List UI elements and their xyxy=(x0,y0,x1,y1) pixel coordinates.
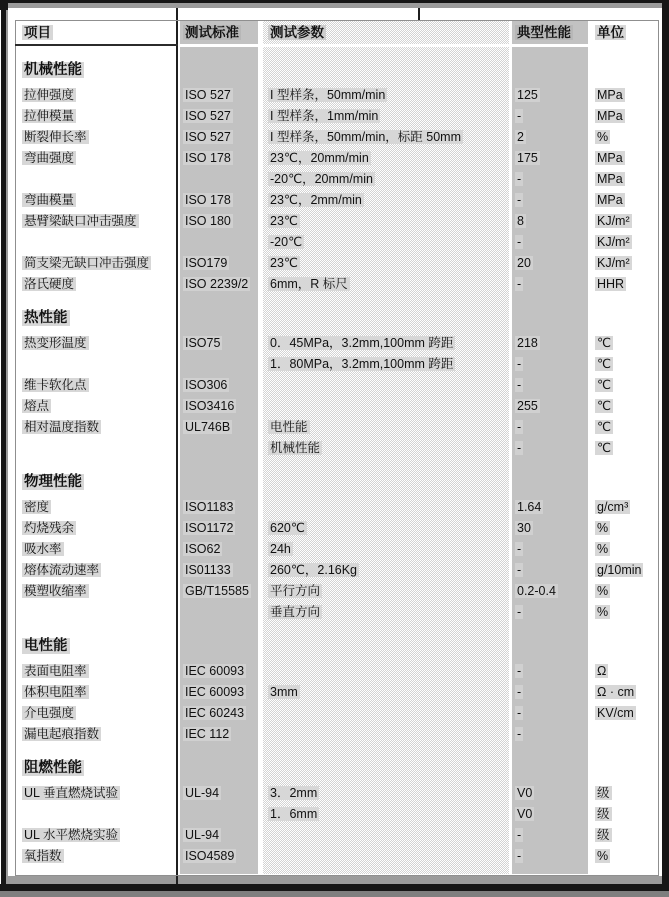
cell-c1 xyxy=(15,438,180,459)
cell-c2: IEC 60093 xyxy=(185,664,245,678)
section-title: 热性能 xyxy=(24,310,68,326)
cell-c2: ISO306 xyxy=(185,378,228,392)
cell-c1: 介电强度 xyxy=(24,706,75,720)
cell-c2: ISO 178 xyxy=(185,193,231,207)
cell-c4: - xyxy=(517,441,522,455)
cell-c1 xyxy=(15,602,180,623)
cell-c3: -20℃，20mm/min xyxy=(270,172,373,186)
table-row xyxy=(15,438,659,459)
cell-c5: MPa xyxy=(597,109,623,123)
cell-c2: ISO 527 xyxy=(185,130,231,144)
cell-c4: - xyxy=(517,109,522,123)
cell-c4: - xyxy=(517,235,522,249)
cell-c5: Ω · cm xyxy=(597,685,635,699)
cell-c4: - xyxy=(517,420,522,434)
cell-c4: - xyxy=(517,563,522,577)
cell-c5: ℃ xyxy=(597,378,612,392)
cell-c4: V0 xyxy=(517,807,533,821)
cell-c1: 断裂伸长率 xyxy=(24,130,87,144)
cell-c1: 熔体流动速率 xyxy=(24,563,100,577)
section-title: 阻燃性能 xyxy=(24,760,82,776)
cell-c5: ℃ xyxy=(597,336,612,350)
table-row xyxy=(15,703,659,724)
table-row xyxy=(15,106,659,127)
cell-c1: 热变形温度 xyxy=(24,336,87,350)
table-row xyxy=(15,724,659,745)
frame-bottom-border xyxy=(0,884,669,891)
cell-c5 xyxy=(592,724,658,745)
cell-c2: ISO 527 xyxy=(185,88,231,102)
frame-top-bevel xyxy=(3,3,666,8)
cell-c3: 3．2mm xyxy=(270,786,318,800)
header-unit xyxy=(592,21,658,44)
cell-c2 xyxy=(180,232,263,253)
cell-c3: 1．6mm xyxy=(270,807,318,821)
table-row xyxy=(15,602,659,623)
cell-c2: ISO1183 xyxy=(185,500,234,514)
cell-c1: UL 水平燃烧实验 xyxy=(24,828,118,842)
table-row xyxy=(15,804,659,825)
table-border-bottom xyxy=(15,875,659,876)
cell-c2 xyxy=(180,169,263,190)
cell-c5: ℃ xyxy=(597,399,612,413)
cell-c4: - xyxy=(517,378,522,392)
cell-c5: g/cm³ xyxy=(597,500,629,514)
cell-c4: - xyxy=(517,706,522,720)
cell-c1: 相对温度指数 xyxy=(24,420,100,434)
section-title: 机械性能 xyxy=(24,62,82,78)
cell-c3: 电性能 xyxy=(270,420,308,434)
cell-c4: 20 xyxy=(517,256,531,270)
cell-c5: MPa xyxy=(597,151,623,165)
cell-c3 xyxy=(263,396,512,417)
cell-c2: IEC 112 xyxy=(185,727,230,741)
cell-c5: % xyxy=(597,849,609,863)
cell-c5: HHR xyxy=(597,277,625,291)
cell-c3: 6mm，R 标尺 xyxy=(270,277,348,291)
header-typical xyxy=(512,21,592,44)
cell-c5: 级 xyxy=(597,807,610,821)
cell-c2: GB/T15585 xyxy=(185,584,249,598)
table-row xyxy=(15,396,659,417)
header-underline xyxy=(15,44,178,46)
table-row xyxy=(15,783,659,804)
cell-c4: - xyxy=(517,357,522,371)
cell-c4: - xyxy=(517,277,522,291)
cell-c3 xyxy=(263,724,512,745)
table-row xyxy=(15,253,659,274)
cell-c5: % xyxy=(597,130,609,144)
cell-c2 xyxy=(180,354,263,375)
cell-c4: - xyxy=(517,172,522,186)
cell-c4: - xyxy=(517,727,522,741)
cell-c4: - xyxy=(517,605,522,619)
cell-c1: 体积电阻率 xyxy=(24,685,87,699)
table-row xyxy=(15,211,659,232)
cell-c4: 1.64 xyxy=(517,500,542,514)
table-row xyxy=(15,661,659,682)
cell-c2: UL-94 xyxy=(185,786,220,800)
cell-c3 xyxy=(263,375,512,396)
header-params xyxy=(263,21,512,44)
cell-c4: - xyxy=(517,828,522,842)
cell-c4: 0.2-0.4 xyxy=(517,584,556,598)
cell-c1: 表面电阻率 xyxy=(24,664,87,678)
cell-c5: % xyxy=(597,605,609,619)
table-row xyxy=(15,232,659,253)
header-standard-label: 测试标准 xyxy=(185,25,239,40)
cell-c2 xyxy=(180,602,263,623)
table-row xyxy=(15,375,659,396)
table-row xyxy=(15,190,659,211)
cell-c4: - xyxy=(517,685,522,699)
cell-c5: ℃ xyxy=(597,420,612,434)
cell-c3: 24h xyxy=(270,542,291,556)
table-row xyxy=(15,497,659,518)
cell-c4: 255 xyxy=(517,399,538,413)
cell-c5: % xyxy=(597,584,609,598)
cell-c1: 弯曲强度 xyxy=(24,151,75,165)
cell-c1: 吸水率 xyxy=(24,542,62,556)
cell-c2: ISO 178 xyxy=(185,151,231,165)
frame-bottom-shadow xyxy=(0,891,669,897)
cell-c4: 30 xyxy=(517,521,531,535)
table-row xyxy=(15,169,659,190)
cell-c3 xyxy=(263,497,512,518)
table-row xyxy=(15,127,659,148)
cell-c5: KJ/m² xyxy=(597,214,630,228)
cell-c2: ISO 527 xyxy=(185,109,231,123)
cell-c1 xyxy=(15,804,180,825)
cell-c2: IS01133 xyxy=(185,563,231,577)
cell-c5: KJ/m² xyxy=(597,235,630,249)
cell-c2: ISO 2239/2 xyxy=(185,277,249,291)
cell-c1: 洛氏硬度 xyxy=(24,277,75,291)
corner-handle-icon xyxy=(0,0,8,10)
table-row xyxy=(15,539,659,560)
cell-c5: % xyxy=(597,542,609,556)
header-params-label: 测试参数 xyxy=(270,25,324,40)
section-title: 电性能 xyxy=(24,638,68,654)
table-row xyxy=(15,333,659,354)
cell-c2: ISO4589 xyxy=(185,849,235,863)
cell-c1: UL 垂直燃烧试验 xyxy=(24,786,118,800)
cell-c3: -20℃ xyxy=(270,235,303,249)
cell-c5: MPa xyxy=(597,88,623,102)
header-item xyxy=(15,21,180,44)
cell-c2: ISO75 xyxy=(185,336,221,350)
cell-c5: ℃ xyxy=(597,441,612,455)
cell-c5: KV/cm xyxy=(597,706,634,720)
frame-right-border xyxy=(662,0,669,890)
cell-c4: - xyxy=(517,193,522,207)
cell-c1: 拉伸强度 xyxy=(24,88,75,102)
cell-c3: 机械性能 xyxy=(270,441,321,455)
cell-c2: ISO179 xyxy=(185,256,228,270)
cell-c3: 23℃ xyxy=(270,256,298,270)
cell-c4: 2 xyxy=(517,130,524,144)
table-body xyxy=(15,47,659,875)
table-row xyxy=(15,846,659,867)
cell-c3: I 型样条，1mm/min xyxy=(270,109,379,123)
table-row xyxy=(15,148,659,169)
cell-c2: IEC 60243 xyxy=(185,706,245,720)
cell-c3: 平行方向 xyxy=(270,584,321,598)
cell-c3: 23℃，20mm/min xyxy=(270,151,369,165)
cell-c5: KJ/m² xyxy=(597,256,630,270)
cell-c1: 维卡软化点 xyxy=(24,378,87,392)
cell-c2: ISO62 xyxy=(185,542,221,556)
table-row xyxy=(15,354,659,375)
cell-c3: 垂直方向 xyxy=(270,605,321,619)
table-row xyxy=(15,682,659,703)
cell-c5: g/10min xyxy=(597,563,642,577)
cell-c3: I 型样条，50mm/min xyxy=(270,88,386,102)
table-row xyxy=(15,581,659,602)
cell-c3: 23℃，2mm/min xyxy=(270,193,362,207)
cell-c3: 0．45MPa，3.2mm,100mm 跨距 xyxy=(270,336,454,350)
cell-c1 xyxy=(15,232,180,253)
table-row xyxy=(15,85,659,106)
cell-c1: 简支梁无缺口冲击强度 xyxy=(24,256,150,270)
cell-c4: 175 xyxy=(517,151,538,165)
cell-c1: 熔点 xyxy=(24,399,50,413)
cell-c3: 3mm xyxy=(270,685,298,699)
table-row xyxy=(15,274,659,295)
cell-c2: ISO3416 xyxy=(185,399,235,413)
cell-c4: - xyxy=(517,849,522,863)
cell-c4: - xyxy=(517,542,522,556)
cell-c1: 灼烧残余 xyxy=(24,521,75,535)
cell-c3 xyxy=(263,703,512,724)
cell-c1: 漏电起痕指数 xyxy=(24,727,100,741)
cell-c5: MPa xyxy=(597,193,623,207)
cell-c3 xyxy=(263,846,512,867)
cell-c1 xyxy=(15,169,180,190)
cell-c4: 125 xyxy=(517,88,538,102)
header-unit-label: 单位 xyxy=(597,25,624,40)
header-standard xyxy=(180,21,263,44)
cell-c1: 拉伸模量 xyxy=(24,109,75,123)
cell-c1: 弯曲模量 xyxy=(24,193,75,207)
cell-c1: 模塑收缩率 xyxy=(24,584,87,598)
cell-c5: 级 xyxy=(597,828,610,842)
cell-c2 xyxy=(180,804,263,825)
table-row xyxy=(15,417,659,438)
cell-c2 xyxy=(180,438,263,459)
cell-c4: V0 xyxy=(517,786,533,800)
cell-c4: 218 xyxy=(517,336,538,350)
cell-c3 xyxy=(263,661,512,682)
table-row xyxy=(15,825,659,846)
cell-c4: 8 xyxy=(517,214,524,228)
frame-bottom-bevel xyxy=(6,876,662,884)
table-header-row xyxy=(15,21,659,44)
cell-c2: ISO1172 xyxy=(185,521,234,535)
cell-c3 xyxy=(263,825,512,846)
cell-c1: 悬臂梁缺口冲击强度 xyxy=(24,214,137,228)
cell-c1 xyxy=(15,354,180,375)
cell-c2: ISO 180 xyxy=(185,214,231,228)
cell-c2: UL746B xyxy=(185,420,231,434)
frame-left-bevel xyxy=(6,8,8,876)
header-typical-label: 典型性能 xyxy=(517,25,571,40)
cell-c3: 1．80MPa，3.2mm,100mm 跨距 xyxy=(270,357,454,371)
cell-c3: 260℃，2.16Kg xyxy=(270,563,358,577)
cell-c5: % xyxy=(597,521,609,535)
table-row xyxy=(15,518,659,539)
cell-c5: Ω xyxy=(597,664,607,678)
cell-c2: IEC 60093 xyxy=(185,685,245,699)
cell-c3: 23℃ xyxy=(270,214,298,228)
cell-c1: 密度 xyxy=(24,500,50,514)
cell-c3: I 型样条，50mm/min，标距 50mm xyxy=(270,130,461,144)
cell-c4: - xyxy=(517,664,522,678)
header-item-label: 项目 xyxy=(24,25,51,40)
table-row xyxy=(15,560,659,581)
section-title: 物理性能 xyxy=(24,474,82,490)
cell-c5: MPa xyxy=(597,172,623,186)
cell-c3: 620℃ xyxy=(270,521,305,535)
cell-c1: 氧指数 xyxy=(24,849,62,863)
cell-c5: ℃ xyxy=(597,357,612,371)
cell-c2: UL-94 xyxy=(185,828,220,842)
cell-c5: 级 xyxy=(597,786,610,800)
